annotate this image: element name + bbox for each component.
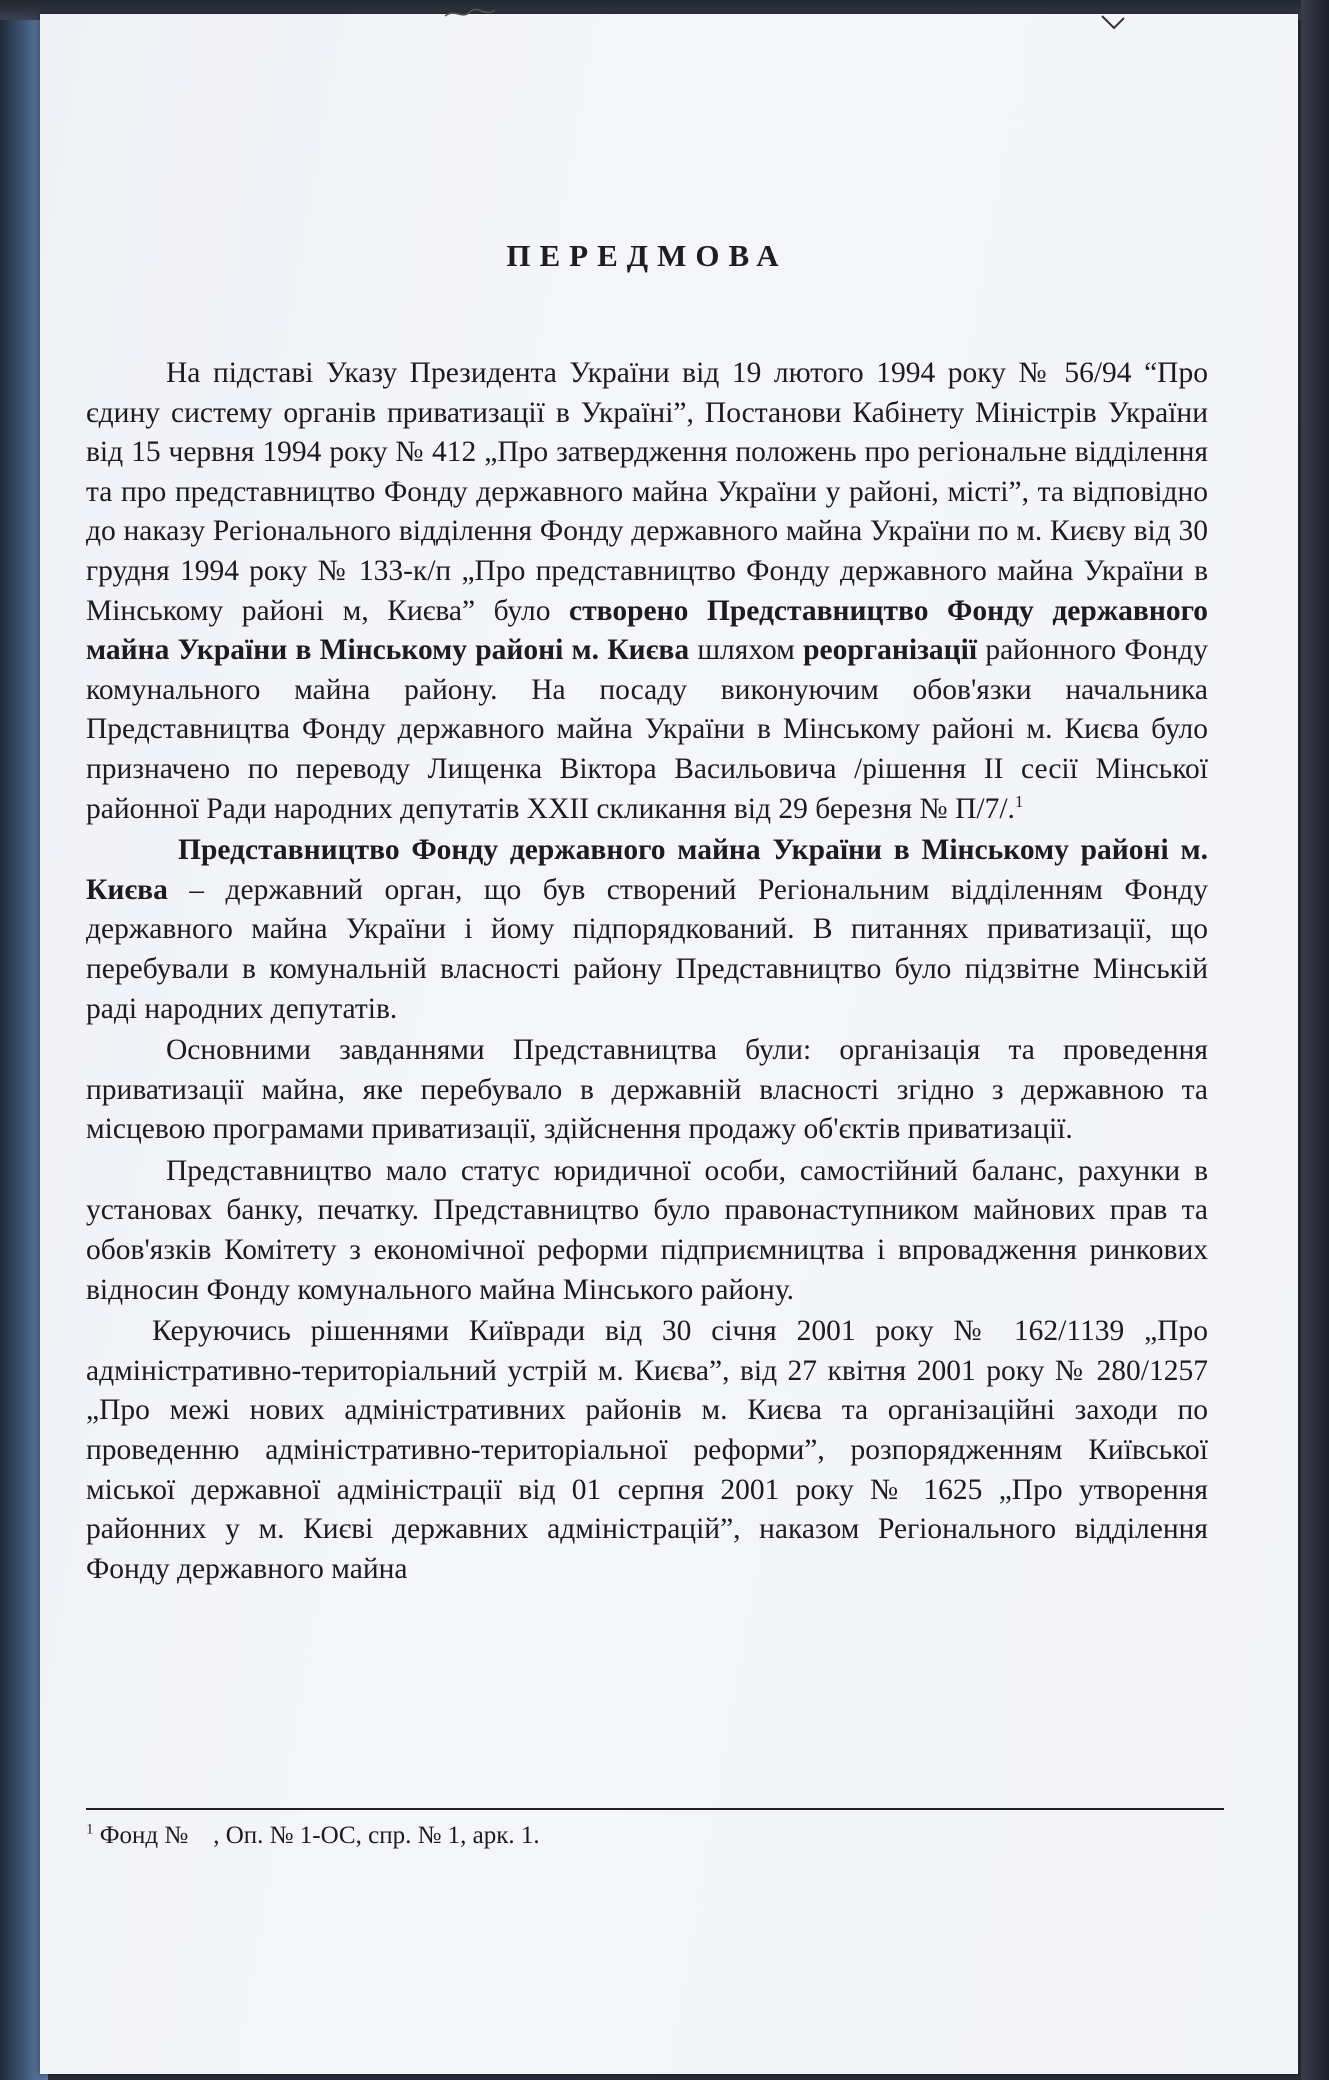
paragraph-2-bold-subject: Представництво Фонду державного майна України в Мінському районі м. Києва — [86, 834, 1208, 906]
footnote-text: Фонд № , Оп. № 1-ОС, спр. № 1, арк. 1. — [99, 1822, 540, 1849]
footnote — [86, 1822, 540, 1850]
paragraph-5: Керуючись рішеннями Київради від 30 січня 2001 року № 162/1139 „Про адміністративно-територіальний устрій м. Києва”, від 27 квітня 2001 року № 280/1257 „Про межі нових адміністративних районів м. Києва та організаційні заходи по проведенню адміністративно-територіальної реформи”, розпорядженням Київської міської державної адміністрації від 01 серпня 2001 року № 1625 „Про утворення районних у м. Києві державних адміністрацій”, наказом Регіонального відділення Фонду державного майна — [86, 1315, 1208, 1585]
footnote-marker: 1 — [86, 1821, 94, 1838]
footnote-reference: 1 — [1014, 791, 1024, 811]
paragraph-1-bold-created: створено Представництво Фонду державного майна України в Мінському районі м. Києва — [86, 594, 1208, 667]
pencil-scribble-mark — [440, 4, 500, 24]
paragraph-1 — [86, 354, 1208, 829]
paragraph-2 — [86, 831, 1208, 1029]
document-body — [86, 354, 1208, 1591]
document-page — [40, 14, 1298, 2074]
corner-fold-mark — [1098, 14, 1128, 36]
paragraph-4: Представництво мало статус юридичної особи, самостійний баланс, рахунки в установах банку, печатку. Представництво було правонаступником майнових прав та обов'язків Комітету з економічної реформи підприємництва і впровадження ринкових відносин Фонду комунального майна Мінського району. — [86, 1154, 1208, 1306]
paragraph-1-bold-reorganization: реорганізації — [803, 634, 978, 667]
paragraph-1-text-b: шляхом — [689, 634, 804, 667]
page-title: ПЕРЕДМОВА — [506, 238, 788, 273]
paragraph-3: Основними завданнями Представництва були: організація та проведення приватизації майна, яке перебувало в державній власності згідно з державною та місцевою програмами приватизації, здійснення продажу об'єктів приватизації. — [86, 1034, 1208, 1146]
paragraph-1-text-a: На підставі Указу Президента України від 19 лютого 1994 року № 56/94 “Про єдину систему органів приватизації в Україні”, Постанови Кабінету Міністрів України від 15 червня 1994 року № 412 „Про затвердження положень про регіональне відділення та про представництво Фонду державного майна України у районі, місті”, та відповідно до наказу Регіонального відділення Фонду державного майна України по м. Києву від 30 грудня 1994 року № 133-к/п „Про представництво Фонду державного майна України в Мінському районі м, Києва” було — [86, 357, 1208, 627]
scan-right-edge — [1301, 0, 1329, 2080]
paragraph-2-text: – державний орган, що був створений Регіональним відділенням Фонду державного майна України і йому підпорядкований. В питаннях приватизації, що перебували в комунальній власності району Представництво було підзвітне Мінській раді народних депутатів. — [86, 873, 1208, 1025]
footnote-divider — [86, 1808, 1224, 1810]
paragraph-1-text-c: районного Фонду комунального майна району. На посаду виконуючим обов'язки начальника Представництва Фонду державного майна України в Мінському районі м. Києва було призначено по переводу Лищенка Віктора Васильовича /рішення II сесії Мінської районної Ради народних депутатів XXII скликання від 29 березня № П/7/. — [86, 634, 1208, 825]
